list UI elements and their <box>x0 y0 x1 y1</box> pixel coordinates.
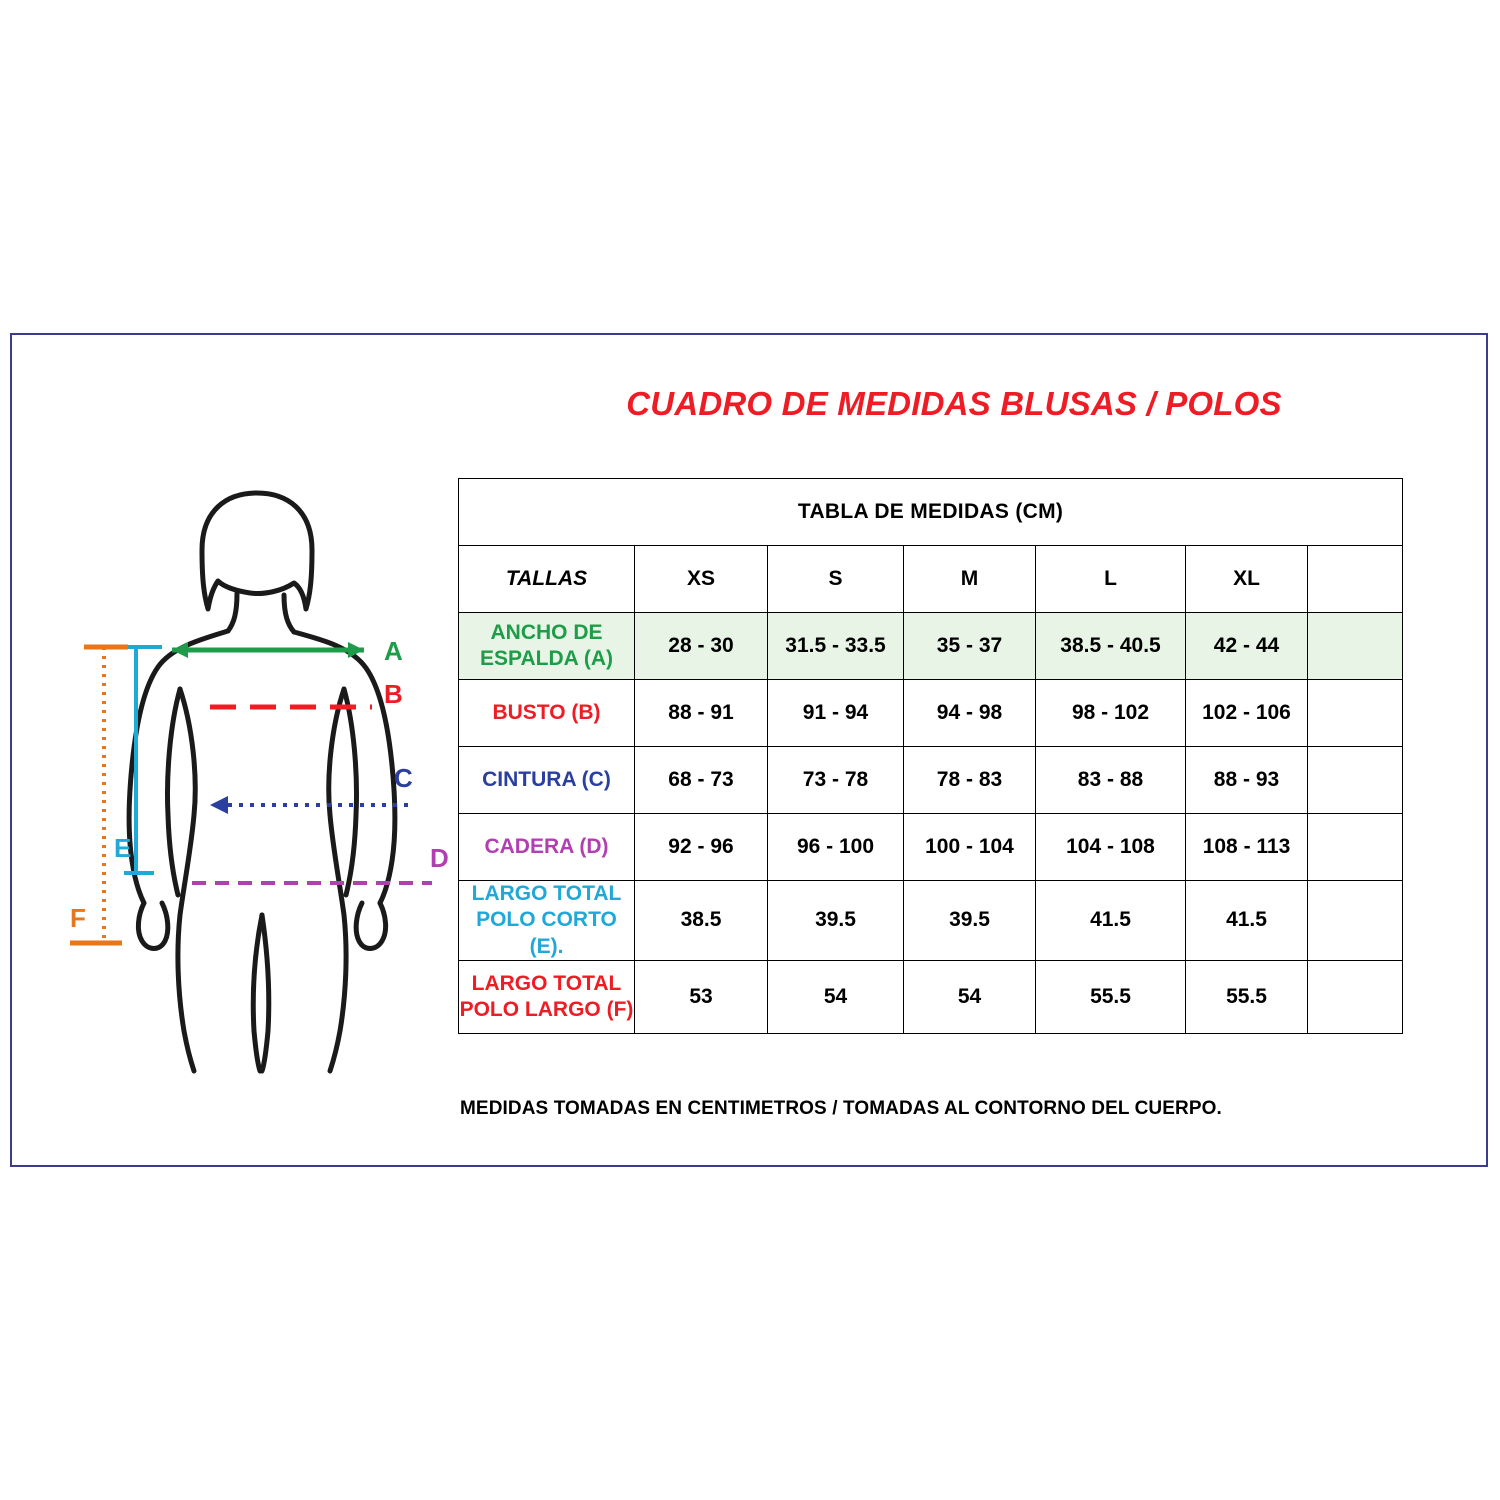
cell-espalda-xs: 28 - 30 <box>635 613 768 680</box>
row-label-busto: BUSTO (B) <box>459 680 635 747</box>
marker-d-label: D <box>430 843 449 873</box>
cell-busto-m: 94 - 98 <box>904 680 1036 747</box>
cell-espalda-l: 38.5 - 40.5 <box>1036 613 1186 680</box>
marker-a-label: A <box>384 636 403 666</box>
table-row <box>459 881 1403 961</box>
table-row <box>459 613 1403 680</box>
size-m: M <box>904 546 1036 613</box>
row-label-largo-corto: LARGO TOTAL POLO CORTO (E). <box>459 881 635 961</box>
cell-cadera-xl: 108 - 113 <box>1186 814 1308 881</box>
cell-busto-empty <box>1308 680 1403 747</box>
cell-largo-corto-m: 39.5 <box>904 881 1036 961</box>
cell-cintura-xl: 88 - 93 <box>1186 747 1308 814</box>
cell-cintura-empty <box>1308 747 1403 814</box>
table-row <box>459 680 1403 747</box>
size-chart-card <box>10 333 1488 1167</box>
measurements-table <box>458 478 1403 1034</box>
cell-busto-xl: 102 - 106 <box>1186 680 1308 747</box>
row-label-cintura: CINTURA (C) <box>459 747 635 814</box>
cell-largo-largo-xs: 53 <box>635 960 768 1033</box>
size-s: S <box>768 546 904 613</box>
cell-espalda-s: 31.5 - 33.5 <box>768 613 904 680</box>
cell-cadera-xs: 92 - 96 <box>635 814 768 881</box>
cell-largo-largo-xl: 55.5 <box>1186 960 1308 1033</box>
size-l: L <box>1036 546 1186 613</box>
marker-b-label: B <box>384 679 403 709</box>
measurements-table-wrap <box>458 478 1402 1034</box>
marker-e-label: E <box>114 833 132 863</box>
cell-largo-largo-l: 55.5 <box>1036 960 1186 1033</box>
table-sizes-row <box>459 546 1403 613</box>
size-xl: XL <box>1186 546 1308 613</box>
cell-busto-s: 91 - 94 <box>768 680 904 747</box>
footnote: MEDIDAS TOMADAS EN CENTIMETROS / TOMADAS AL CONTORNO DEL CUERPO. <box>460 1098 1222 1119</box>
cell-largo-corto-empty <box>1308 881 1403 961</box>
cell-largo-largo-m: 54 <box>904 960 1036 1033</box>
cell-busto-xs: 88 - 91 <box>635 680 768 747</box>
marker-c-label: C <box>394 763 413 793</box>
cell-largo-corto-xs: 38.5 <box>635 881 768 961</box>
cell-espalda-empty <box>1308 613 1403 680</box>
cell-cintura-l: 83 - 88 <box>1036 747 1186 814</box>
table-header-row <box>459 479 1403 546</box>
tallas-label: TALLAS <box>459 546 635 613</box>
female-body-outline <box>129 493 395 1071</box>
cell-cintura-s: 73 - 78 <box>768 747 904 814</box>
cell-largo-largo-s: 54 <box>768 960 904 1033</box>
size-xs: XS <box>635 546 768 613</box>
size-empty <box>1308 546 1403 613</box>
marker-f-label: F <box>70 903 86 933</box>
cell-cadera-l: 104 - 108 <box>1036 814 1186 881</box>
table-row <box>459 960 1403 1033</box>
cell-largo-largo-empty <box>1308 960 1403 1033</box>
marker-f-caps <box>70 647 128 943</box>
cell-busto-l: 98 - 102 <box>1036 680 1186 747</box>
cell-largo-corto-l: 41.5 <box>1036 881 1186 961</box>
cell-cadera-empty <box>1308 814 1403 881</box>
cell-espalda-xl: 42 - 44 <box>1186 613 1308 680</box>
cell-cintura-xs: 68 - 73 <box>635 747 768 814</box>
row-label-largo-largo: LARGO TOTAL POLO LARGO (F) <box>459 960 635 1033</box>
row-label-cadera: CADERA (D) <box>459 814 635 881</box>
cell-espalda-m: 35 - 37 <box>904 613 1036 680</box>
cell-largo-corto-xl: 41.5 <box>1186 881 1308 961</box>
marker-c-arrow <box>210 796 228 814</box>
cell-cintura-m: 78 - 83 <box>904 747 1036 814</box>
body-diagram <box>32 475 452 1075</box>
cell-cadera-s: 96 - 100 <box>768 814 904 881</box>
cell-cadera-m: 100 - 104 <box>904 814 1036 881</box>
page-title: CUADRO DE MEDIDAS BLUSAS / POLOS <box>626 385 1282 422</box>
table-title: TABLA DE MEDIDAS (CM) <box>459 479 1403 546</box>
cell-largo-corto-s: 39.5 <box>768 881 904 961</box>
row-label-ancho-espalda: ANCHO DE ESPALDA (A) <box>459 613 635 680</box>
table-row <box>459 747 1403 814</box>
table-row <box>459 814 1403 881</box>
